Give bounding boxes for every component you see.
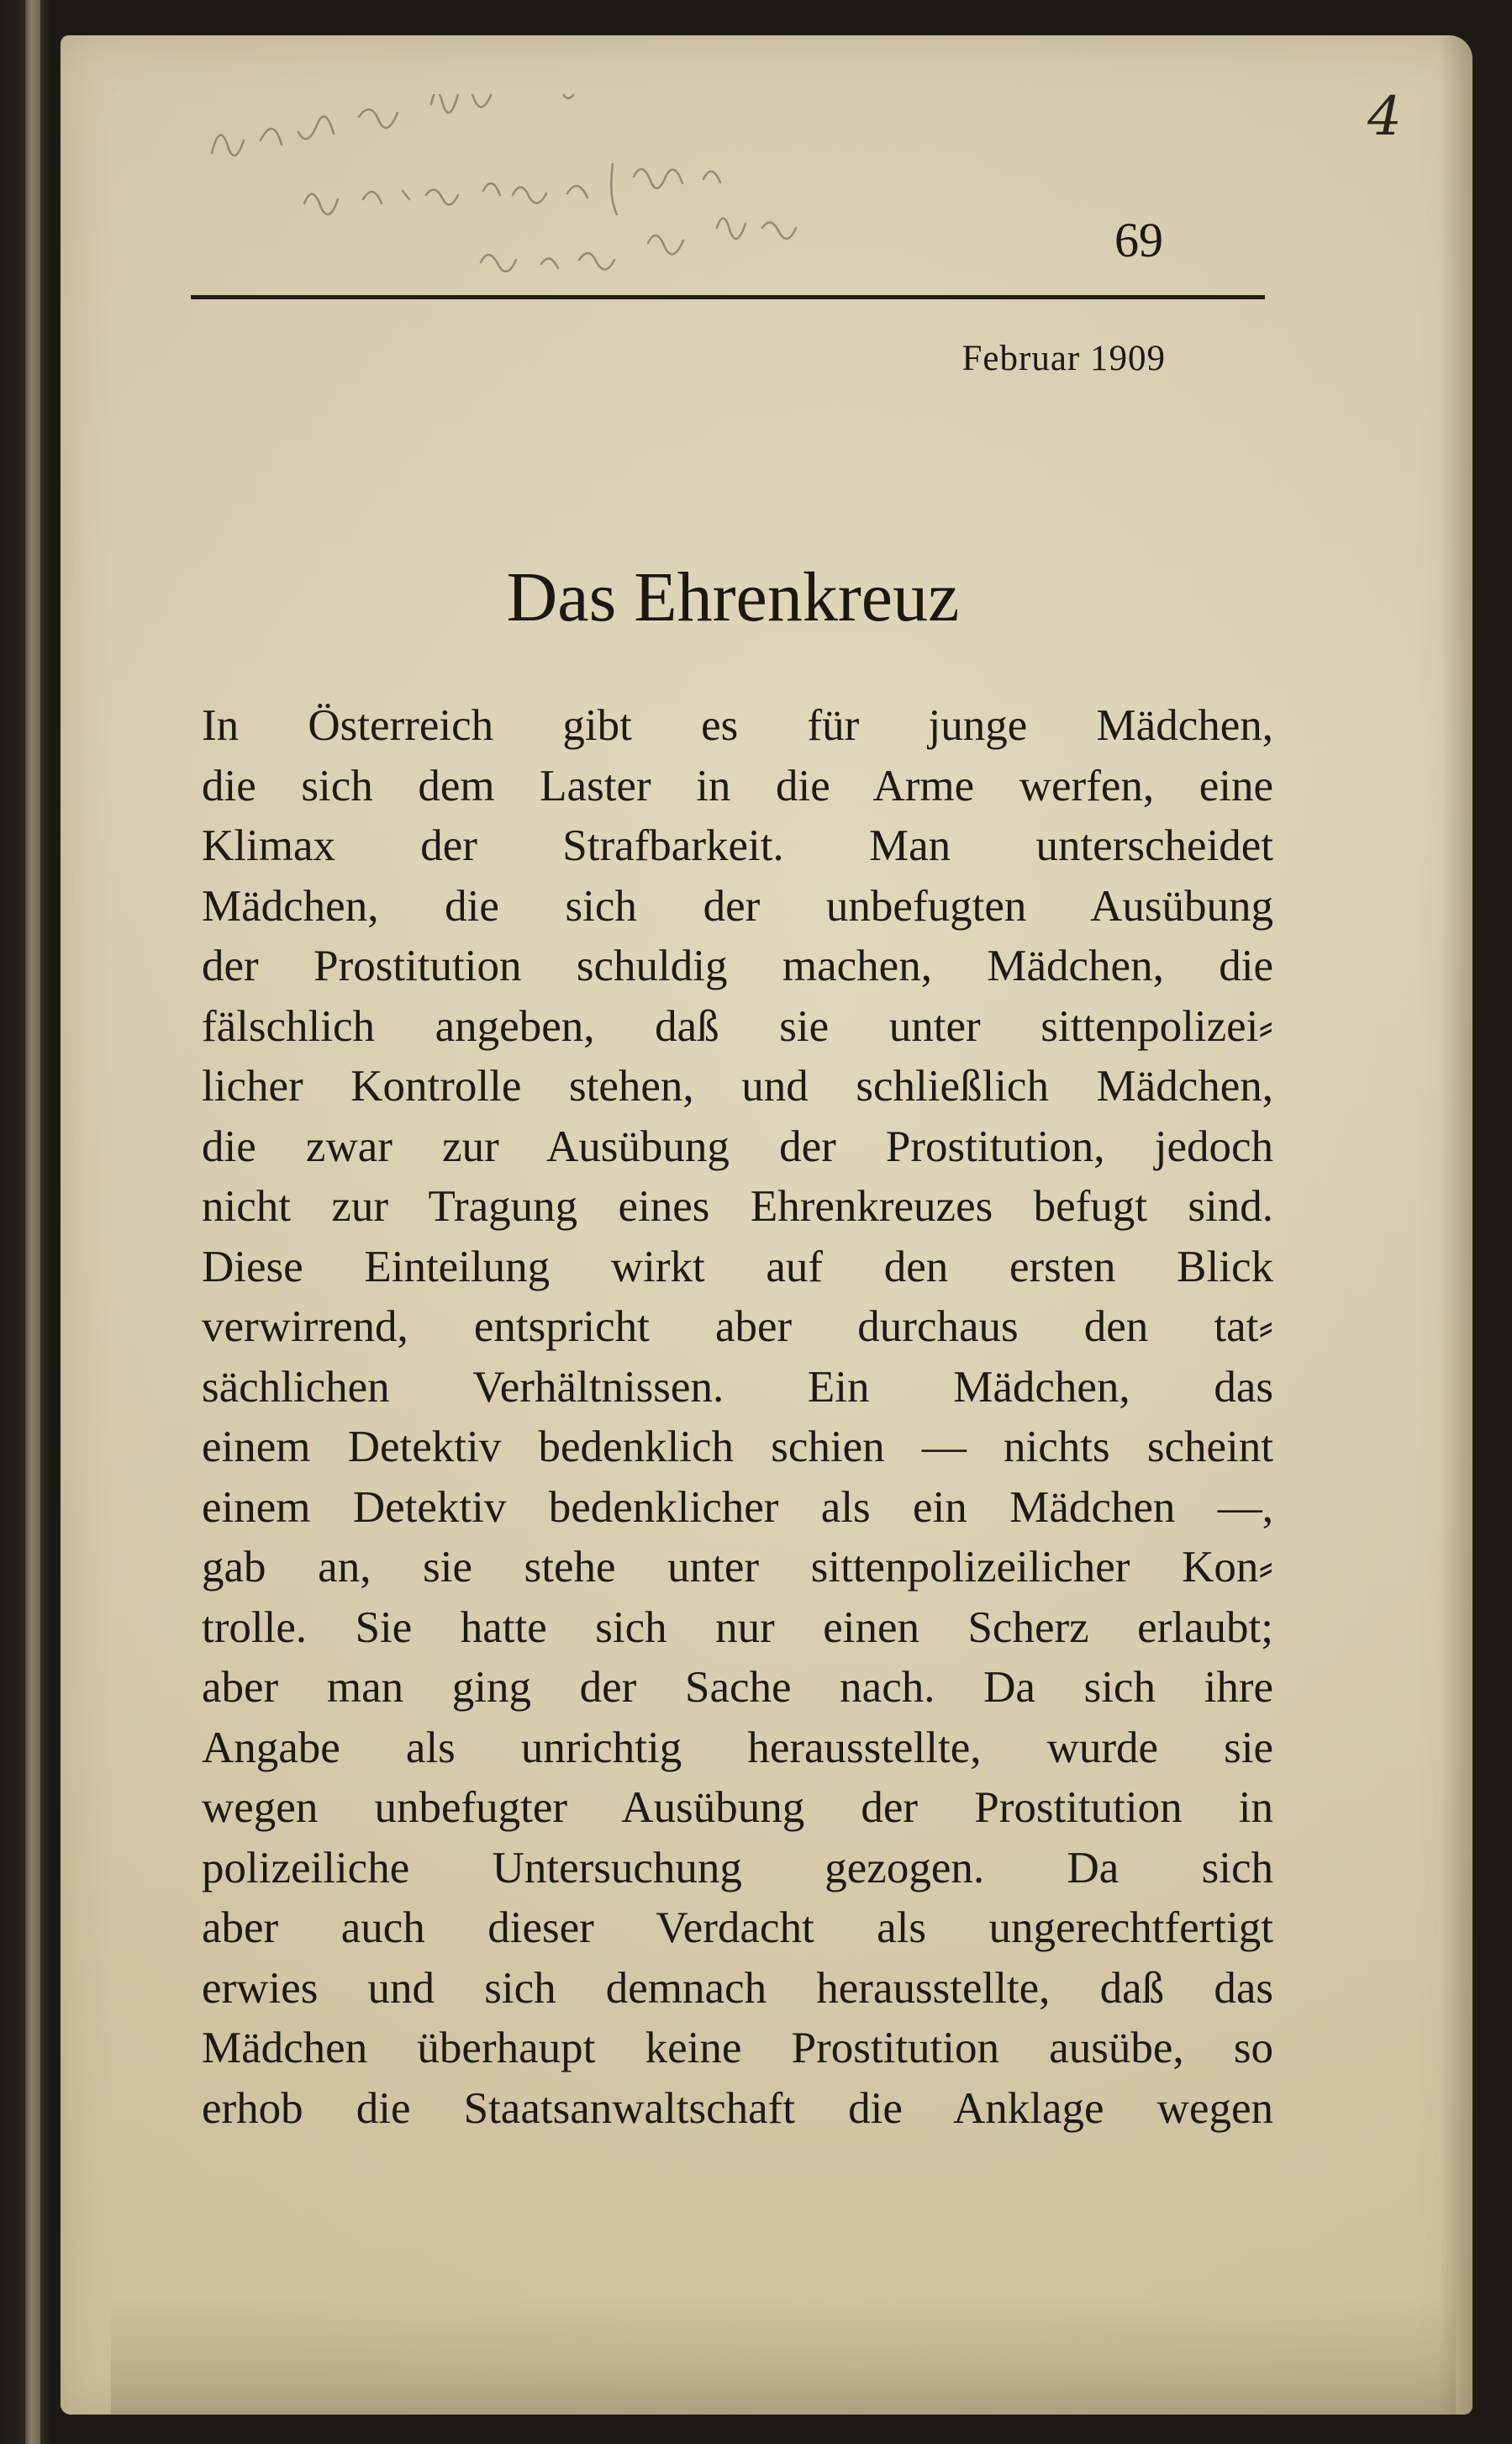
page-number: 69 bbox=[1114, 213, 1163, 267]
body-line: einem Detektiv bedenklicher als ein Mädchen —, bbox=[202, 1482, 1273, 1532]
page-bottom-wear bbox=[111, 2297, 1456, 2415]
binding-edge bbox=[25, 0, 40, 2444]
body-line: Angabe als unrichtig herausstellte, wurde sie bbox=[202, 1723, 1273, 1772]
body-line: Klimax der Strafbarkeit. Man unterscheidet bbox=[202, 821, 1273, 870]
body-line: einem Detektiv bedenklich schien — nichts scheint bbox=[202, 1423, 1273, 1471]
page-edge-shadow bbox=[1439, 35, 1472, 2415]
body-line: aber man ging der Sache nach. Da sich ihre bbox=[202, 1663, 1273, 1712]
body-line: der Prostitution schuldig machen, Mädchen, die bbox=[202, 942, 1273, 990]
body-line: Mädchen überhaupt keine Prostitution ausübe, so bbox=[202, 2024, 1273, 2072]
body-line: licher Kontrolle stehen, und schließlich Mädchen, bbox=[202, 1062, 1273, 1111]
issue-date: Februar 1909 bbox=[961, 339, 1166, 378]
article-body bbox=[202, 696, 1273, 2139]
body-line: verwirrend, entspricht aber durchaus den tat⸗ bbox=[202, 1302, 1273, 1351]
body-line: sächlichen Verhältnissen. Ein Mädchen, das bbox=[202, 1362, 1273, 1412]
book-page bbox=[61, 35, 1472, 2415]
body-line: erhob die Staatsanwaltschaft die Anklage wegen bbox=[202, 2083, 1273, 2133]
body-line: In Österreich gibt es für junge Mädchen, bbox=[202, 701, 1273, 750]
body-line: trolle. Sie hatte sich nur einen Scherz erlaubt; bbox=[202, 1602, 1273, 1652]
body-line: die sich dem Laster in die Arme werfen, eine bbox=[202, 761, 1273, 810]
body-line: die zwar zur Ausübung der Prostitution, jedoch bbox=[202, 1122, 1273, 1171]
article-title: Das Ehrenkreuz bbox=[506, 558, 960, 636]
header-rule bbox=[191, 295, 1265, 299]
body-line: erwies und sich demnach herausstellte, daß das bbox=[202, 1963, 1273, 2013]
body-line: Diese Einteilung wirkt auf den ersten Blick bbox=[202, 1242, 1273, 1291]
body-line: Mädchen, die sich der unbefugten Ausübung bbox=[202, 881, 1273, 931]
pencil-scribble-drawing bbox=[203, 94, 1002, 288]
body-line: polizeiliche Untersuchung gezogen. Da sich bbox=[202, 1843, 1273, 1892]
pencil-annotation bbox=[203, 94, 1002, 288]
body-line: wegen unbefugter Ausübung der Prostitution in bbox=[202, 1783, 1273, 1832]
handwritten-corner-mark: 4 bbox=[1367, 86, 1402, 148]
body-line: fälschlich angeben, daß sie unter sittenpolizei⸗ bbox=[202, 1001, 1273, 1051]
body-line: nicht zur Tragung eines Ehrenkreuzes befugt sind. bbox=[202, 1182, 1273, 1231]
body-line: gab an, sie stehe unter sittenpolizeilicher Kon⸗ bbox=[202, 1543, 1273, 1592]
body-line: aber auch dieser Verdacht als ungerechtfertigt bbox=[202, 1903, 1273, 1952]
